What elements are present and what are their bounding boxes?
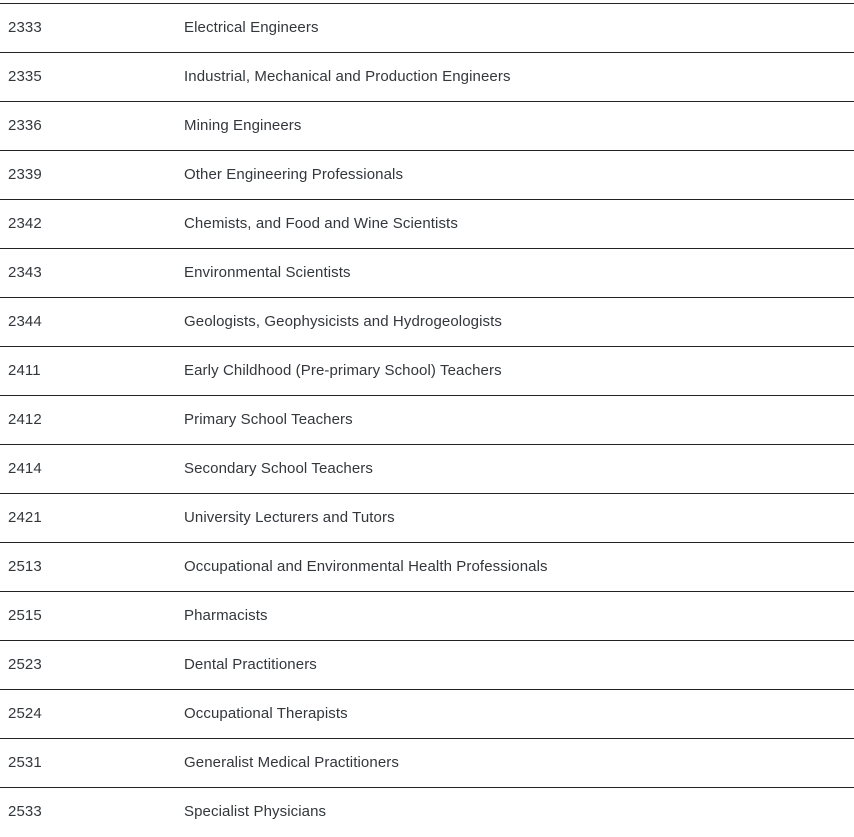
table-row	[0, 346, 854, 395]
table-row	[0, 542, 854, 591]
occupation-cell: Environmental Scientists	[184, 264, 351, 281]
occupation-cell: Mining Engineers	[184, 117, 302, 134]
table-row	[0, 150, 854, 199]
occupation-cell: Specialist Physicians	[184, 803, 327, 820]
table-row	[0, 101, 854, 150]
code-cell: 2411	[8, 362, 41, 379]
occupation-cell: Electrical Engineers	[184, 19, 319, 36]
code-cell: 2339	[8, 166, 42, 183]
table-row	[0, 591, 854, 640]
occupation-cell: Primary School Teachers	[184, 411, 353, 428]
code-cell: 2515	[8, 607, 42, 624]
table-row	[0, 297, 854, 346]
table-row	[0, 444, 854, 493]
occupation-cell: Generalist Medical Practitioners	[184, 754, 399, 771]
occupation-cell: Occupational and Environmental Health Professionals	[184, 558, 548, 575]
occupation-cell: University Lecturers and Tutors	[184, 509, 395, 526]
code-cell: 2336	[8, 117, 42, 134]
occupation-cell: Pharmacists	[184, 607, 268, 624]
code-cell: 2333	[8, 19, 42, 36]
code-cell: 2342	[8, 215, 42, 232]
code-cell: 2335	[8, 68, 42, 85]
code-cell: 2513	[8, 558, 42, 575]
code-cell: 2533	[8, 803, 42, 820]
table-row	[0, 3, 854, 52]
code-cell: 2421	[8, 509, 42, 526]
table-row	[0, 787, 854, 836]
occupation-cell: Early Childhood (Pre-primary School) Teachers	[184, 362, 502, 379]
occupation-cell: Industrial, Mechanical and Production Engineers	[184, 68, 511, 85]
code-cell: 2412	[8, 411, 42, 428]
occupation-cell: Secondary School Teachers	[184, 460, 374, 477]
occupation-cell: Other Engineering Professionals	[184, 166, 404, 183]
table-row	[0, 738, 854, 787]
table-row	[0, 493, 854, 542]
code-cell: 2524	[8, 705, 42, 722]
occupation-cell: Chemists, and Food and Wine Scientists	[184, 215, 458, 232]
code-cell: 2523	[8, 656, 42, 673]
code-cell: 2343	[8, 264, 42, 281]
occupation-cell: Occupational Therapists	[184, 705, 348, 722]
table-row	[0, 248, 854, 297]
occupation-cell: Dental Practitioners	[184, 656, 317, 673]
occupation-cell: Geologists, Geophysicists and Hydrogeologists	[184, 313, 502, 330]
table-row	[0, 689, 854, 738]
table-row	[0, 640, 854, 689]
code-cell: 2531	[8, 754, 42, 771]
table-row	[0, 52, 854, 101]
table-row	[0, 395, 854, 444]
occupation-table	[0, 3, 854, 836]
code-cell: 2414	[8, 460, 42, 477]
code-cell: 2344	[8, 313, 42, 330]
table-row	[0, 199, 854, 248]
